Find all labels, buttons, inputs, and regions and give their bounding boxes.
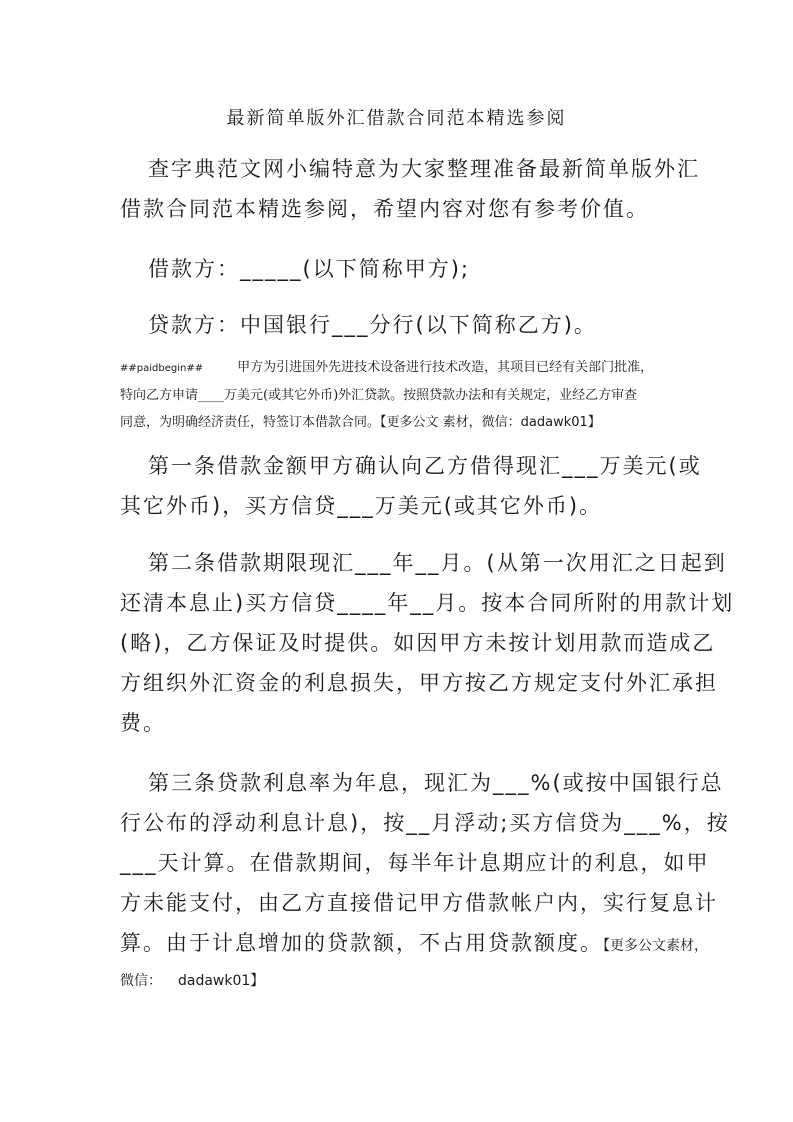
article-2 (120, 543, 735, 743)
article-3 (120, 763, 730, 966)
paid-tag: ##paidbegin## (120, 363, 204, 374)
lender-line: 贷款方：中国银行___分行(以下简称乙方)。 (148, 313, 597, 337)
preamble-line-2: 特向乙方申请____万美元(或其它外币)外汇贷款。按照贷款办法和有关规定，业经乙方审查 (120, 388, 638, 403)
wechat-id: dadawk01】 (520, 415, 601, 430)
intro-line-2: 借款合同范本精选参阅，希望内容对您有参考价值。 (120, 197, 649, 221)
intro-paragraph (120, 149, 700, 229)
footer-wechat (120, 968, 685, 995)
wechat-label: 微信： (120, 973, 162, 989)
preamble-paragraph (120, 354, 685, 436)
article-1-line-2: 其它外币)，买方信贷___万美元(或其它外币)。 (120, 494, 603, 518)
article-3-line-4: 方未能支付，由乙方直接借记甲方借款帐户内，实行复息计 (120, 891, 718, 915)
article-2-line-3: (略)，乙方保证及时提供。如因甲方未按计划用款而造成乙 (120, 631, 716, 655)
lender-paragraph (120, 305, 685, 345)
article-1-line-1: 第一条借款金额甲方确认向乙方借得现汇___万美元(或 (148, 454, 702, 478)
preamble-line-3: 同意，为明确经济责任，特签订本借款合同。【更多公文 素材，微信：dadawk01】 (120, 415, 601, 430)
borrower-line: 借款方：_____(以下简称甲方); (148, 257, 470, 281)
article-2-line-4: 方组织外汇资金的利息损失，甲方按乙方规定支付外汇承担 (120, 671, 718, 695)
article-3-line-2: 行公布的浮动利息计息)，按__月浮动;买方信贷为___%，按 (120, 811, 730, 835)
preamble-line-1: ##paidbegin## 甲方为引进国外先进技术设备进行技术改造，其项目已经有关部门批准， (120, 360, 654, 375)
borrower-paragraph (120, 249, 685, 289)
article-3-line-1: 第三条贷款利息率为年息，现汇为___%(或按中国银行总 (148, 771, 724, 795)
article-2-line-5: 费。 (120, 711, 166, 735)
document-title: 最新简单版外汇借款合同范本精选参阅 (226, 108, 567, 129)
wechat-id-2: dadawk01】 (178, 973, 265, 989)
article-3-line-3: ___天计算。在借款期间，每半年计息期应计的利息，如甲 (120, 851, 710, 875)
article-1 (120, 446, 702, 526)
article-2-line-1: 第二条借款期限现汇___年__月。(从第一次用汇之日起到 (148, 551, 727, 575)
article-3-line-5: 算。由于计息增加的贷款额，不占用贷款额度。【更多公文素材， (120, 931, 708, 955)
article-2-line-2: 还清本息止)买方信贷____年__月。按本合同所附的用款计划 (120, 591, 735, 615)
intro-line-1: 查字典范文网小编特意为大家整理准备最新简单版外汇 (148, 157, 700, 181)
promo-note: 【更多公文素材， (603, 938, 708, 954)
